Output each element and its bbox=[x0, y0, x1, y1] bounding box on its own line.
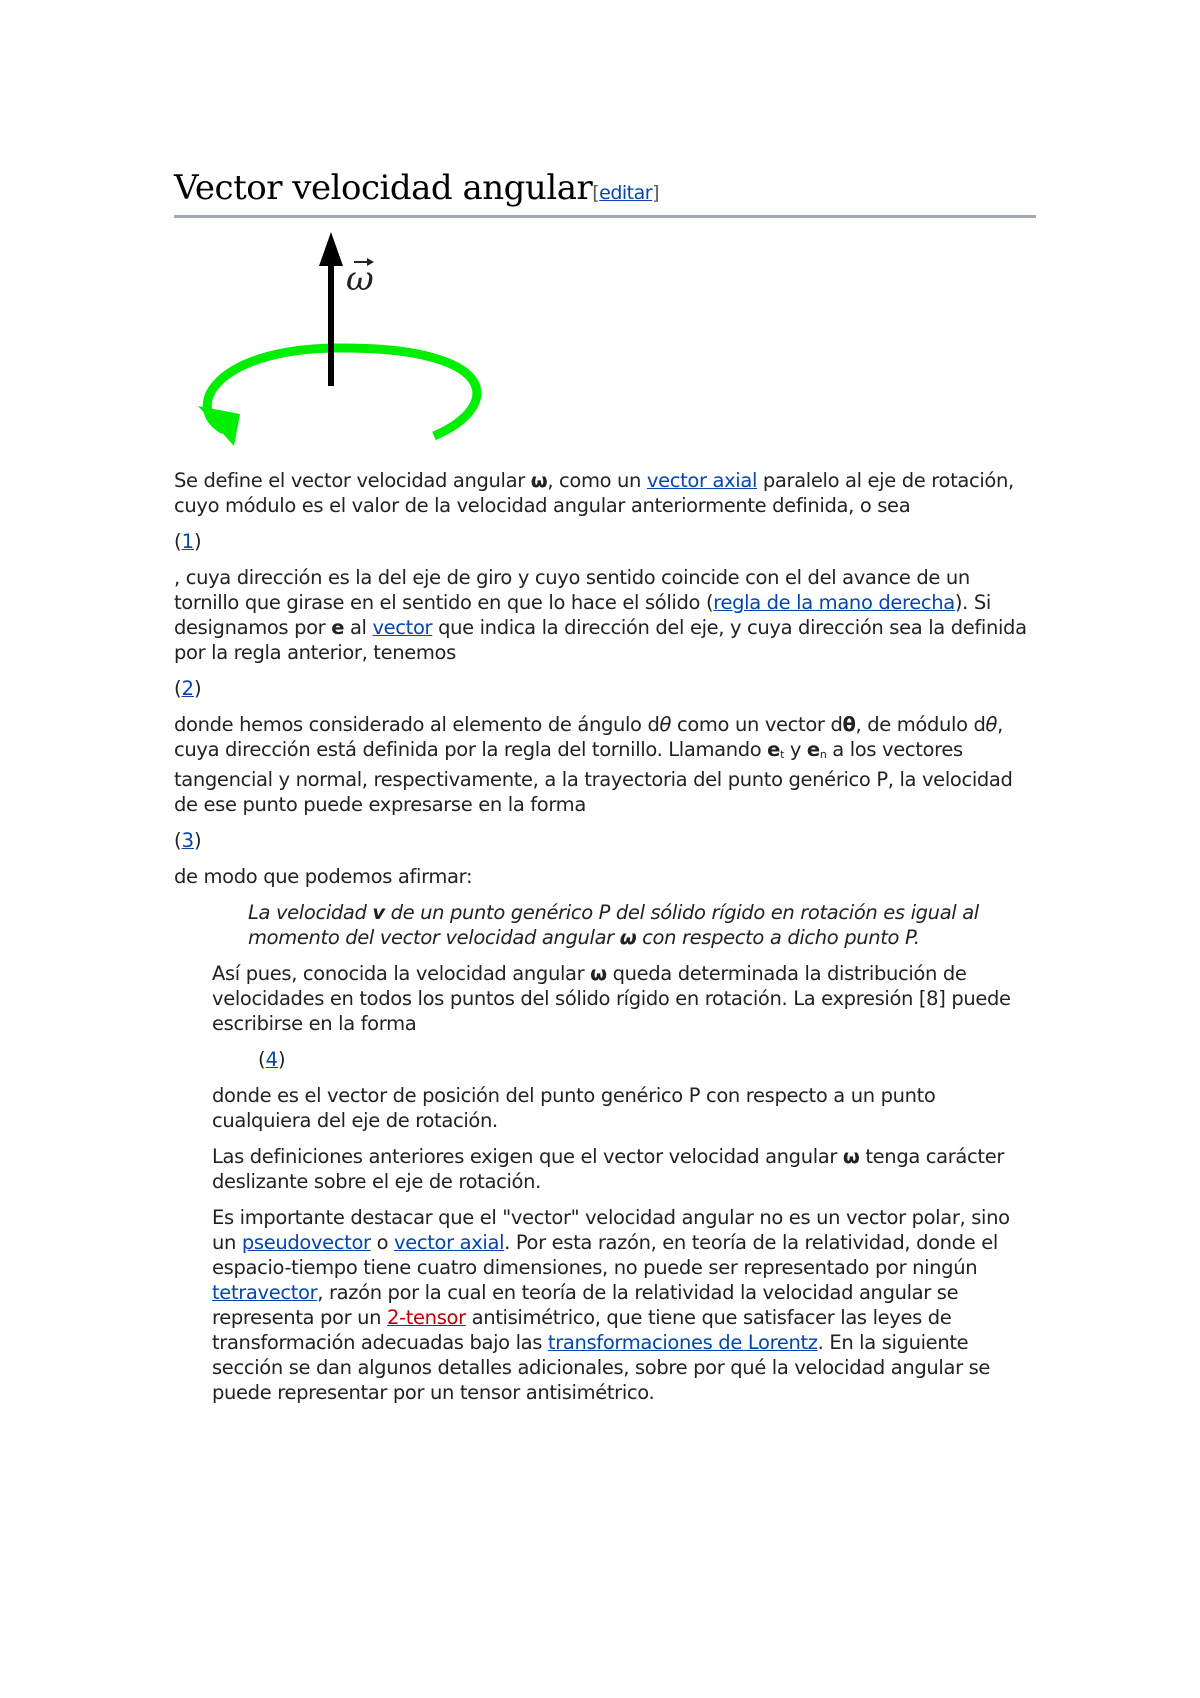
paragraph-angle-element: donde hemos considerado al elemento de ángulo dθ como un vector dθ, de módulo dθ, cuya dirección está definida por la regla del tornillo. Llamando $e_t$ y $e_n$ a los vectores tangencial y normal, respectivamente, a la trayectoria del punto genérico P, la velocidad de ese punto puede expresarse en la forma bbox=[174, 713, 1013, 816]
equation-ref-4[interactable]: 4 bbox=[265, 1048, 279, 1071]
link-vector-axial-2[interactable]: vector axial bbox=[394, 1231, 505, 1254]
equation-2: (2) bbox=[174, 677, 202, 700]
link-vector-axial[interactable]: vector axial bbox=[646, 469, 758, 492]
link-vector[interactable]: vector bbox=[372, 616, 433, 639]
paragraph-definition: Se define el vector velocidad angular ω, como un vector axial paralelo al eje de rotación, cuyo módulo es el valor de la velocidad angular anteriormente definida, o sea bbox=[174, 469, 1014, 517]
equation-4: (4) bbox=[258, 1048, 286, 1071]
paragraph-direction: , cuya dirección es la del eje de giro y cuyo sentido coincide con el del avance de un tornillo que girase en el sentido en que lo hace el sólido (regla de la mano derecha). Si designamos por e al vector que indica la dirección del eje, y cuya dirección sea la definida por la regla anterior, tenemos bbox=[174, 566, 1027, 664]
rotation-arrowhead bbox=[198, 406, 240, 446]
link-pseudovector[interactable]: pseudovector bbox=[241, 1231, 371, 1254]
link-regla-mano-derecha[interactable]: regla de la mano derecha bbox=[713, 591, 955, 614]
equation-1: (1) bbox=[174, 530, 202, 553]
indented-block bbox=[212, 961, 1036, 1405]
theorem-quote: La velocidad v de un punto genérico P del sólido rígido en rotación es igual al momento del vector velocidad angular ω con respecto a dicho punto P. bbox=[248, 901, 979, 949]
edit-section: [editar] bbox=[592, 182, 659, 204]
omega-label: ω bbox=[346, 259, 374, 299]
angular-velocity-figure bbox=[174, 218, 1036, 454]
paragraph-position-vector: donde es el vector de posición del punto genérico P con respecto a un punto cualquiera del eje de rotación. bbox=[212, 1084, 936, 1132]
edit-link[interactable]: editar bbox=[599, 182, 653, 204]
equation-ref-3[interactable]: 3 bbox=[181, 829, 195, 852]
paragraph-sliding: Las definiciones anteriores exigen que el vector velocidad angular ω tenga carácter deslizante sobre el eje de rotación. bbox=[212, 1145, 1005, 1193]
link-transformaciones-lorentz[interactable]: transformaciones de Lorentz bbox=[547, 1331, 818, 1354]
article-section bbox=[174, 168, 1036, 1416]
omega-arrowhead bbox=[319, 232, 343, 266]
link-2-tensor[interactable]: 2-tensor bbox=[387, 1306, 466, 1329]
rotation-diagram bbox=[174, 218, 1036, 454]
link-tetravector[interactable]: tetravector bbox=[212, 1281, 318, 1304]
paragraph-affirm: de modo que podemos afirmar: bbox=[174, 865, 473, 888]
paragraph-distribution: Así pues, conocida la velocidad angular ω queda determinada la distribución de velocidades en todos los puntos del sólido rígido en rotación. La expresión [8] puede escribirse en la forma bbox=[212, 962, 1011, 1035]
section-heading bbox=[174, 168, 1036, 218]
section-title: Vector velocidad angular bbox=[174, 168, 593, 208]
equation-ref-1[interactable]: 1 bbox=[181, 530, 195, 553]
equation-3: (3) bbox=[174, 829, 202, 852]
equation-ref-2[interactable]: 2 bbox=[181, 677, 195, 700]
rotation-arc bbox=[207, 348, 477, 436]
paragraph-pseudovector: Es importante destacar que el "vector" velocidad angular no es un vector polar, sino un pseudovector o vector axial. Por esta razón, en teoría de la relatividad, donde el espacio-tiempo tiene cuatro dimensiones, no puede ser representado por ningún tetravector, razón por la cual en teoría de la relatividad la velocidad angular se representa por un 2-tensor antisimétrico, que tiene que satisfacer las leyes de transformación adecuadas bajo las transformaciones de Lorentz. En la siguiente sección se dan algunos detalles adicionales, sobre por qué la velocidad angular se puede representar por un tensor antisimétrico. bbox=[212, 1206, 1010, 1404]
